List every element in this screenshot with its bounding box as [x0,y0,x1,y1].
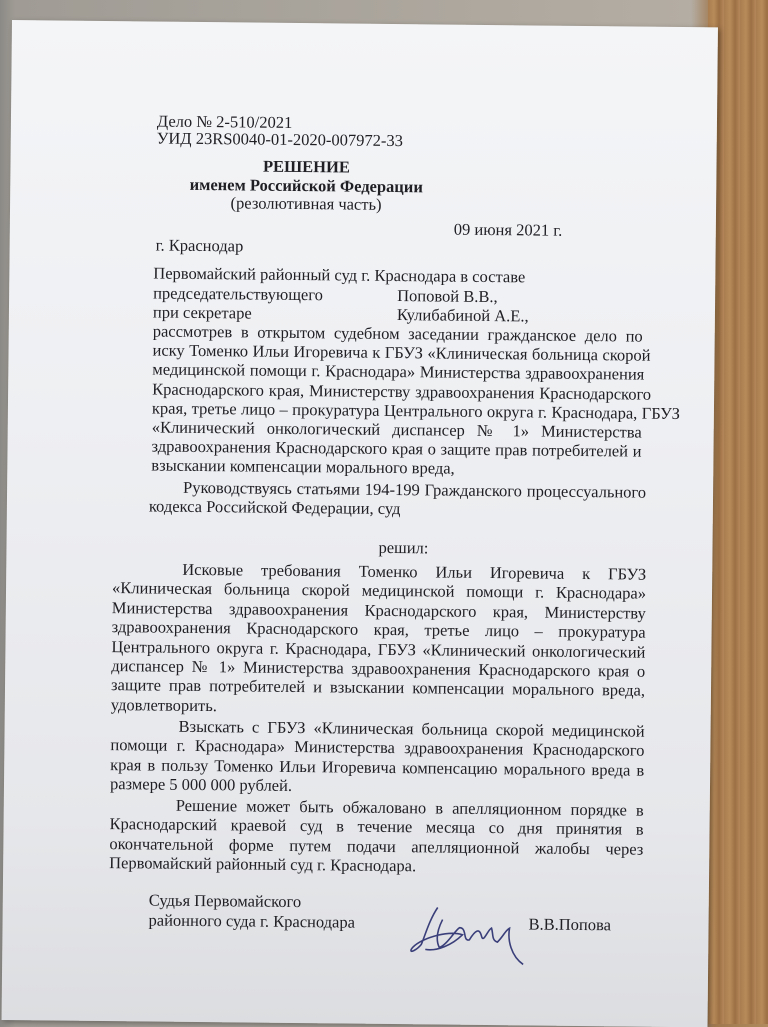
appeal-line: Первомайский районный суд г. Краснодара. [109,853,417,876]
appeal-line: Краснодарский краевой суд в течение месяца со дня принятия в [109,814,644,839]
claims-line: здравоохранения Краснодарского края, третье лицо – прокуратура [111,617,646,642]
document-body [12,20,718,935]
preamble-line: взыскании компенсации морального вреда, [151,455,455,479]
title-part: (резолютивная часть) [230,193,382,214]
court-intro: Первомайский районный суд г. Краснодара в составе [153,263,526,287]
presiding-label: председательствующего [153,283,324,305]
claims-line: «Клиническая больница скорой медицинской помощи г. Краснодара» [111,578,647,604]
document-page [2,20,718,1027]
claims-line: удовлетворить. [110,694,218,715]
decided-heading: решил: [378,537,429,558]
judge-signature [407,899,538,970]
case-uid: УИД 23RS0040-01-2020-007972-33 [156,128,403,151]
claims-line: диспансер № 1» Министерства здравоохранения Краснодарского края о [111,656,646,681]
title-decision: РЕШЕНИЕ [262,156,351,177]
case-number: Дело № 2-510/2021 [156,111,293,132]
secretary-label: при секретаре [152,302,252,323]
preamble-line: здравоохранения Краснодарского края о защите прав потребителей и [151,436,642,461]
wooden-surface [708,0,768,1024]
title-subtitle: именем Российской Федерации [189,174,423,197]
presiding-name: Поповой В.В., [397,286,498,307]
judge-name: В.В.Попова [528,914,612,935]
secretary-name: Кулибабиной А.Е., [396,305,529,326]
place: г. Краснодар [155,235,244,256]
claims-line: защите прав потребителей и взыскании компенсации морального вреда, [110,675,646,701]
award-line: помощи г. Краснодара» Министерства здравоохранения Краснодарского [110,735,645,760]
preamble-line: «Клинический онкологический диспансер № 1» Министерства [151,417,642,442]
award-line: размере 5 000 000 рублей. [109,773,293,795]
date: 09 июня 2021 г. [453,219,563,240]
judge-title-line2: районного суда г. Краснодара [148,910,356,932]
claims-line: Министерства здравоохранения Краснодарского края, Министерству [111,597,646,623]
award-line: Взыскать с ГБУЗ «Клиническая больница скорой медицинской [178,716,645,741]
award-line: края в пользу Томенко Ильи Игоревича компенсацию морального вреда в [110,754,645,780]
preamble-line: рассмотрев в открытом судебном заседании гражданское дело по [152,321,643,346]
judge-title-line1: Судья Первомайского [148,890,302,911]
guided-line: кодекса Российской Федерации, суд [148,496,401,518]
claims-line: Исковые требования Томенко Ильи Игоревича к ГБУЗ [182,559,647,584]
preamble-line: края, третье лицо – прокуратура Центрального округа г. Краснодара, ГБУЗ [151,398,681,423]
preamble-line: иску Томенко Ильи Игоревича к ГБУЗ «Клиническая больница скорой [152,340,651,365]
guided-line: Руководствуясь статьями 194-199 Гражданского процессуального [183,477,647,502]
appeal-line: окончательной форме путем подачи апелляционной жалобы через [109,833,644,859]
appeal-line: Решение может быть обжаловано в апелляционном порядке в [175,795,644,820]
preamble-line: медицинской помощи г. Краснодара» Министерства здравоохранения [152,359,645,385]
claims-line: Центрального округа г. Краснодара, ГБУЗ «Клинический онкологический [111,636,646,662]
preamble-line: Краснодарского края, Министерству здравоохранения Краснодарского [152,379,652,404]
